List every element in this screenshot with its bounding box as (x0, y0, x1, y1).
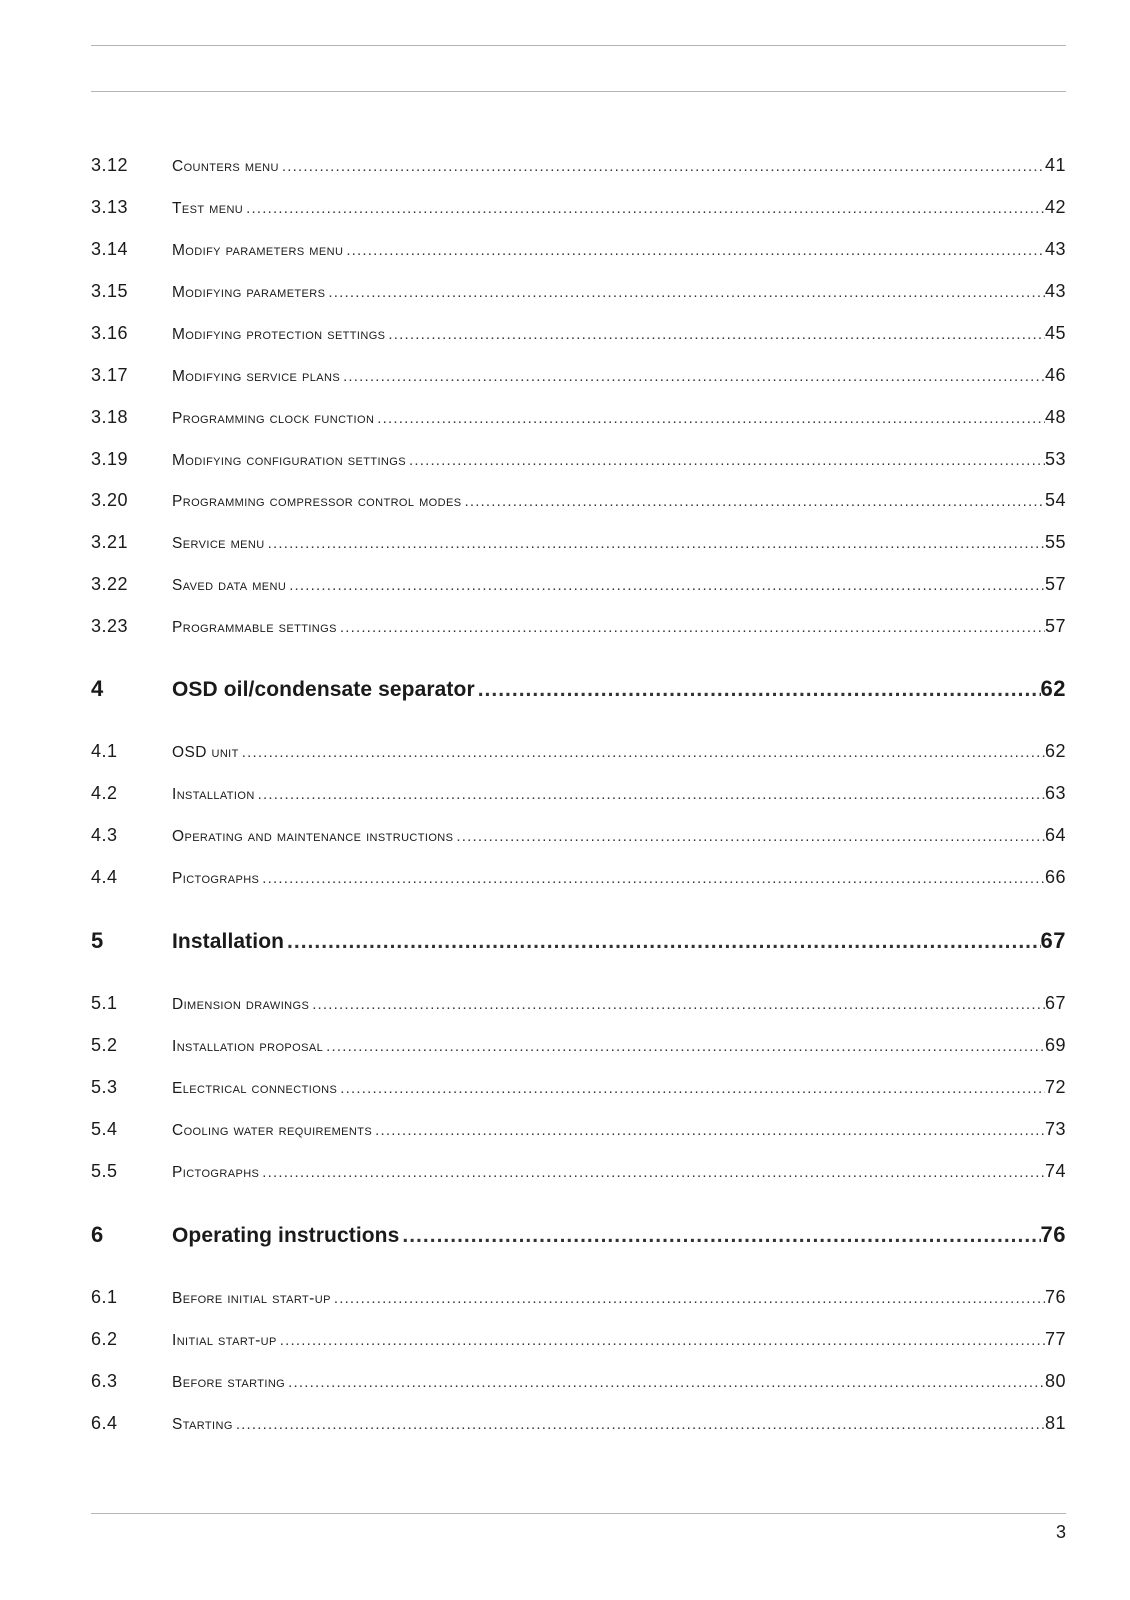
toc-entry[interactable] (91, 1035, 1066, 1056)
toc-entry-title: Modifying service plans (172, 368, 341, 385)
toc-leader-dots (406, 452, 1045, 469)
toc-entry-number: 3.23 (91, 616, 129, 636)
toc-entry-number: 3.16 (91, 323, 129, 343)
toc-entry-number: 3.12 (91, 155, 129, 175)
toc-entry[interactable] (91, 281, 1066, 302)
toc-entry[interactable] (91, 1287, 1066, 1308)
toc-entry[interactable] (91, 825, 1066, 846)
toc-entry-page: 76 (1044, 1287, 1066, 1307)
toc-leader-dots (259, 870, 1045, 887)
toc-entry-number: 3.15 (91, 281, 129, 301)
toc-entry-number: 4.2 (91, 783, 118, 803)
toc-entry-title: Cooling water requirements (172, 1122, 373, 1139)
toc-entry-number: 6.1 (91, 1287, 118, 1307)
toc-leader-dots (239, 744, 1045, 761)
toc-entry-page: 45 (1044, 323, 1066, 343)
toc-chapter-entry[interactable] (91, 1222, 1066, 1248)
toc-entry-number: 3.18 (91, 407, 129, 427)
toc-leader-dots (337, 619, 1045, 636)
toc-entry[interactable] (91, 1329, 1066, 1350)
toc-entry-title: Programmable settings (172, 619, 337, 636)
toc-leader-dots (374, 410, 1045, 427)
toc-leader-dots (286, 577, 1045, 594)
toc-entry[interactable] (91, 1413, 1066, 1434)
toc-leader-dots (285, 1374, 1045, 1391)
toc-entry[interactable] (91, 155, 1066, 176)
toc-entry-page: 74 (1044, 1161, 1066, 1181)
toc-entry-number: 6 (91, 1222, 104, 1247)
toc-entry-page: 46 (1044, 365, 1066, 385)
toc-entry-page: 43 (1044, 239, 1066, 259)
toc-entry-number: 4.4 (91, 867, 118, 887)
toc-leader-dots (331, 1290, 1045, 1307)
toc-entry-number: 4.1 (91, 741, 118, 761)
toc-entry-number: 6.3 (91, 1371, 118, 1391)
toc-leader-dots (325, 284, 1045, 301)
toc-entry-number: 6.4 (91, 1413, 118, 1433)
toc-chapter-entry[interactable] (91, 676, 1066, 702)
toc-entry-title: Pictographs (172, 1164, 260, 1181)
toc-entry-title: Counters menu (172, 158, 279, 175)
toc-entry[interactable] (91, 239, 1066, 260)
toc-entry[interactable] (91, 1077, 1066, 1098)
toc-entry-number: 4.3 (91, 825, 118, 845)
toc-entry-page: 63 (1044, 783, 1066, 803)
toc-entry-title: Initial start-up (172, 1332, 277, 1349)
toc-leader-dots (309, 996, 1045, 1013)
toc-entry[interactable] (91, 867, 1066, 888)
toc-entry-page: 57 (1044, 574, 1066, 594)
toc-entry-number: 5 (91, 928, 104, 953)
toc-entry-page: 72 (1044, 1077, 1066, 1097)
toc-entry-page: 69 (1044, 1035, 1066, 1055)
toc-entry-title: Installation (172, 786, 255, 803)
toc-entry-title: Programming compressor control modes (172, 493, 462, 510)
toc-entry-title: Electrical connections (172, 1080, 338, 1097)
toc-leader-dots (337, 1080, 1045, 1097)
toc-entry-page: 73 (1044, 1119, 1066, 1139)
toc-leader-dots (340, 368, 1045, 385)
toc-entry[interactable] (91, 993, 1066, 1014)
toc-leader-dots (255, 786, 1045, 803)
toc-entry-number: 6.2 (91, 1329, 118, 1349)
toc-entry[interactable] (91, 407, 1066, 428)
toc-entry-title: Modify parameters menu (172, 242, 344, 259)
toc-entry-title: Service menu (172, 535, 265, 552)
toc-entry-title: Before starting (172, 1374, 286, 1391)
toc-entry[interactable] (91, 783, 1066, 804)
toc-entry[interactable] (91, 197, 1066, 218)
toc-entry-title: Starting (172, 1416, 233, 1433)
toc-entry-number: 3.22 (91, 574, 129, 594)
toc-entry-page: 62 (1040, 676, 1066, 701)
toc-entry[interactable] (91, 365, 1066, 386)
toc-entry-title: OSD oil/condensate separator (172, 678, 475, 701)
toc-entry-page: 67 (1044, 993, 1066, 1013)
toc-chapter-entry[interactable] (91, 928, 1066, 954)
toc-entry[interactable] (91, 574, 1066, 595)
toc-entry-page: 64 (1044, 825, 1066, 845)
toc-entry[interactable] (91, 616, 1066, 637)
toc-entry-page: 76 (1040, 1222, 1066, 1247)
toc-entry-title: OSD unit (172, 744, 239, 761)
toc-entry-title: Pictographs (172, 870, 260, 887)
toc-entry-title: Test menu (172, 200, 244, 217)
toc-leader-dots (265, 535, 1045, 552)
toc-entry-title: Modifying protection settings (172, 326, 386, 343)
toc-entry-title: Modifying configuration settings (172, 452, 406, 469)
toc-entry[interactable] (91, 323, 1066, 344)
toc-entry-number: 5.2 (91, 1035, 118, 1055)
toc-leader-dots (475, 678, 1041, 702)
toc-entry[interactable] (91, 449, 1066, 470)
toc-entry-title: Modifying parameters (172, 284, 326, 301)
toc-entry-page: 42 (1044, 197, 1066, 217)
toc-entry-page: 43 (1044, 281, 1066, 301)
toc-entry[interactable] (91, 741, 1066, 762)
toc-entry-page: 77 (1044, 1329, 1066, 1349)
toc-leader-dots (243, 200, 1045, 217)
toc-leader-dots (343, 242, 1045, 259)
toc-entry-page: 53 (1044, 449, 1066, 469)
toc-entry-title: Operating and maintenance instructions (172, 828, 454, 845)
toc-leader-dots (279, 158, 1045, 175)
toc-entry-page: 62 (1044, 741, 1066, 761)
toc-leader-dots (277, 1332, 1045, 1349)
toc-leader-dots (385, 326, 1045, 343)
toc-entry-title: Saved data menu (172, 577, 287, 594)
toc-entry-number: 5.1 (91, 993, 118, 1013)
toc-leader-dots (399, 1224, 1040, 1248)
header-rule-top (91, 45, 1066, 46)
toc-leader-dots (461, 493, 1045, 510)
toc-entry-page: 54 (1044, 490, 1066, 510)
toc-leader-dots (284, 930, 1040, 954)
toc-entry-page: 48 (1044, 407, 1066, 427)
toc-entry-page: 57 (1044, 616, 1066, 636)
toc-entry-page: 67 (1040, 928, 1066, 953)
toc-entry-page: 81 (1044, 1413, 1066, 1433)
toc-entry[interactable] (91, 490, 1066, 511)
toc-entry[interactable] (91, 1161, 1066, 1182)
toc-leader-dots (233, 1416, 1045, 1433)
toc-entry-number: 5.3 (91, 1077, 118, 1097)
toc-leader-dots (372, 1122, 1045, 1139)
toc-entry-title: Dimension drawings (172, 996, 310, 1013)
toc-entry[interactable] (91, 1119, 1066, 1140)
toc-entry-title: Installation proposal (172, 1038, 324, 1055)
toc-entry-number: 3.14 (91, 239, 129, 259)
toc-entry[interactable] (91, 532, 1066, 553)
toc-leader-dots (323, 1038, 1045, 1055)
toc-entry-page: 66 (1044, 867, 1066, 887)
toc-leader-dots (259, 1164, 1045, 1181)
toc-entry-page: 80 (1044, 1371, 1066, 1391)
toc-entry-number: 4 (91, 676, 104, 701)
toc-entry-page: 55 (1044, 532, 1066, 552)
toc-entry-number: 3.19 (91, 449, 129, 469)
footer-rule (91, 1513, 1066, 1514)
toc-entry-number: 3.21 (91, 532, 129, 552)
toc-entry[interactable] (91, 1371, 1066, 1392)
toc-leader-dots (453, 828, 1045, 845)
toc-entry-title: Before initial start-up (172, 1290, 331, 1307)
header-rule-bottom (91, 91, 1066, 92)
toc-entry-title: Installation (172, 930, 285, 953)
toc-entry-number: 3.13 (91, 197, 129, 217)
toc-entry-number: 5.4 (91, 1119, 118, 1139)
toc-entry-number: 3.17 (91, 365, 129, 385)
toc-entry-title: Operating instructions (172, 1224, 400, 1247)
page-number: 3 (1055, 1522, 1066, 1542)
toc-entry-page: 41 (1044, 155, 1066, 175)
toc-entry-title: Programming clock function (172, 410, 375, 427)
toc-entry-number: 3.20 (91, 490, 129, 510)
toc-entry-number: 5.5 (91, 1161, 118, 1181)
